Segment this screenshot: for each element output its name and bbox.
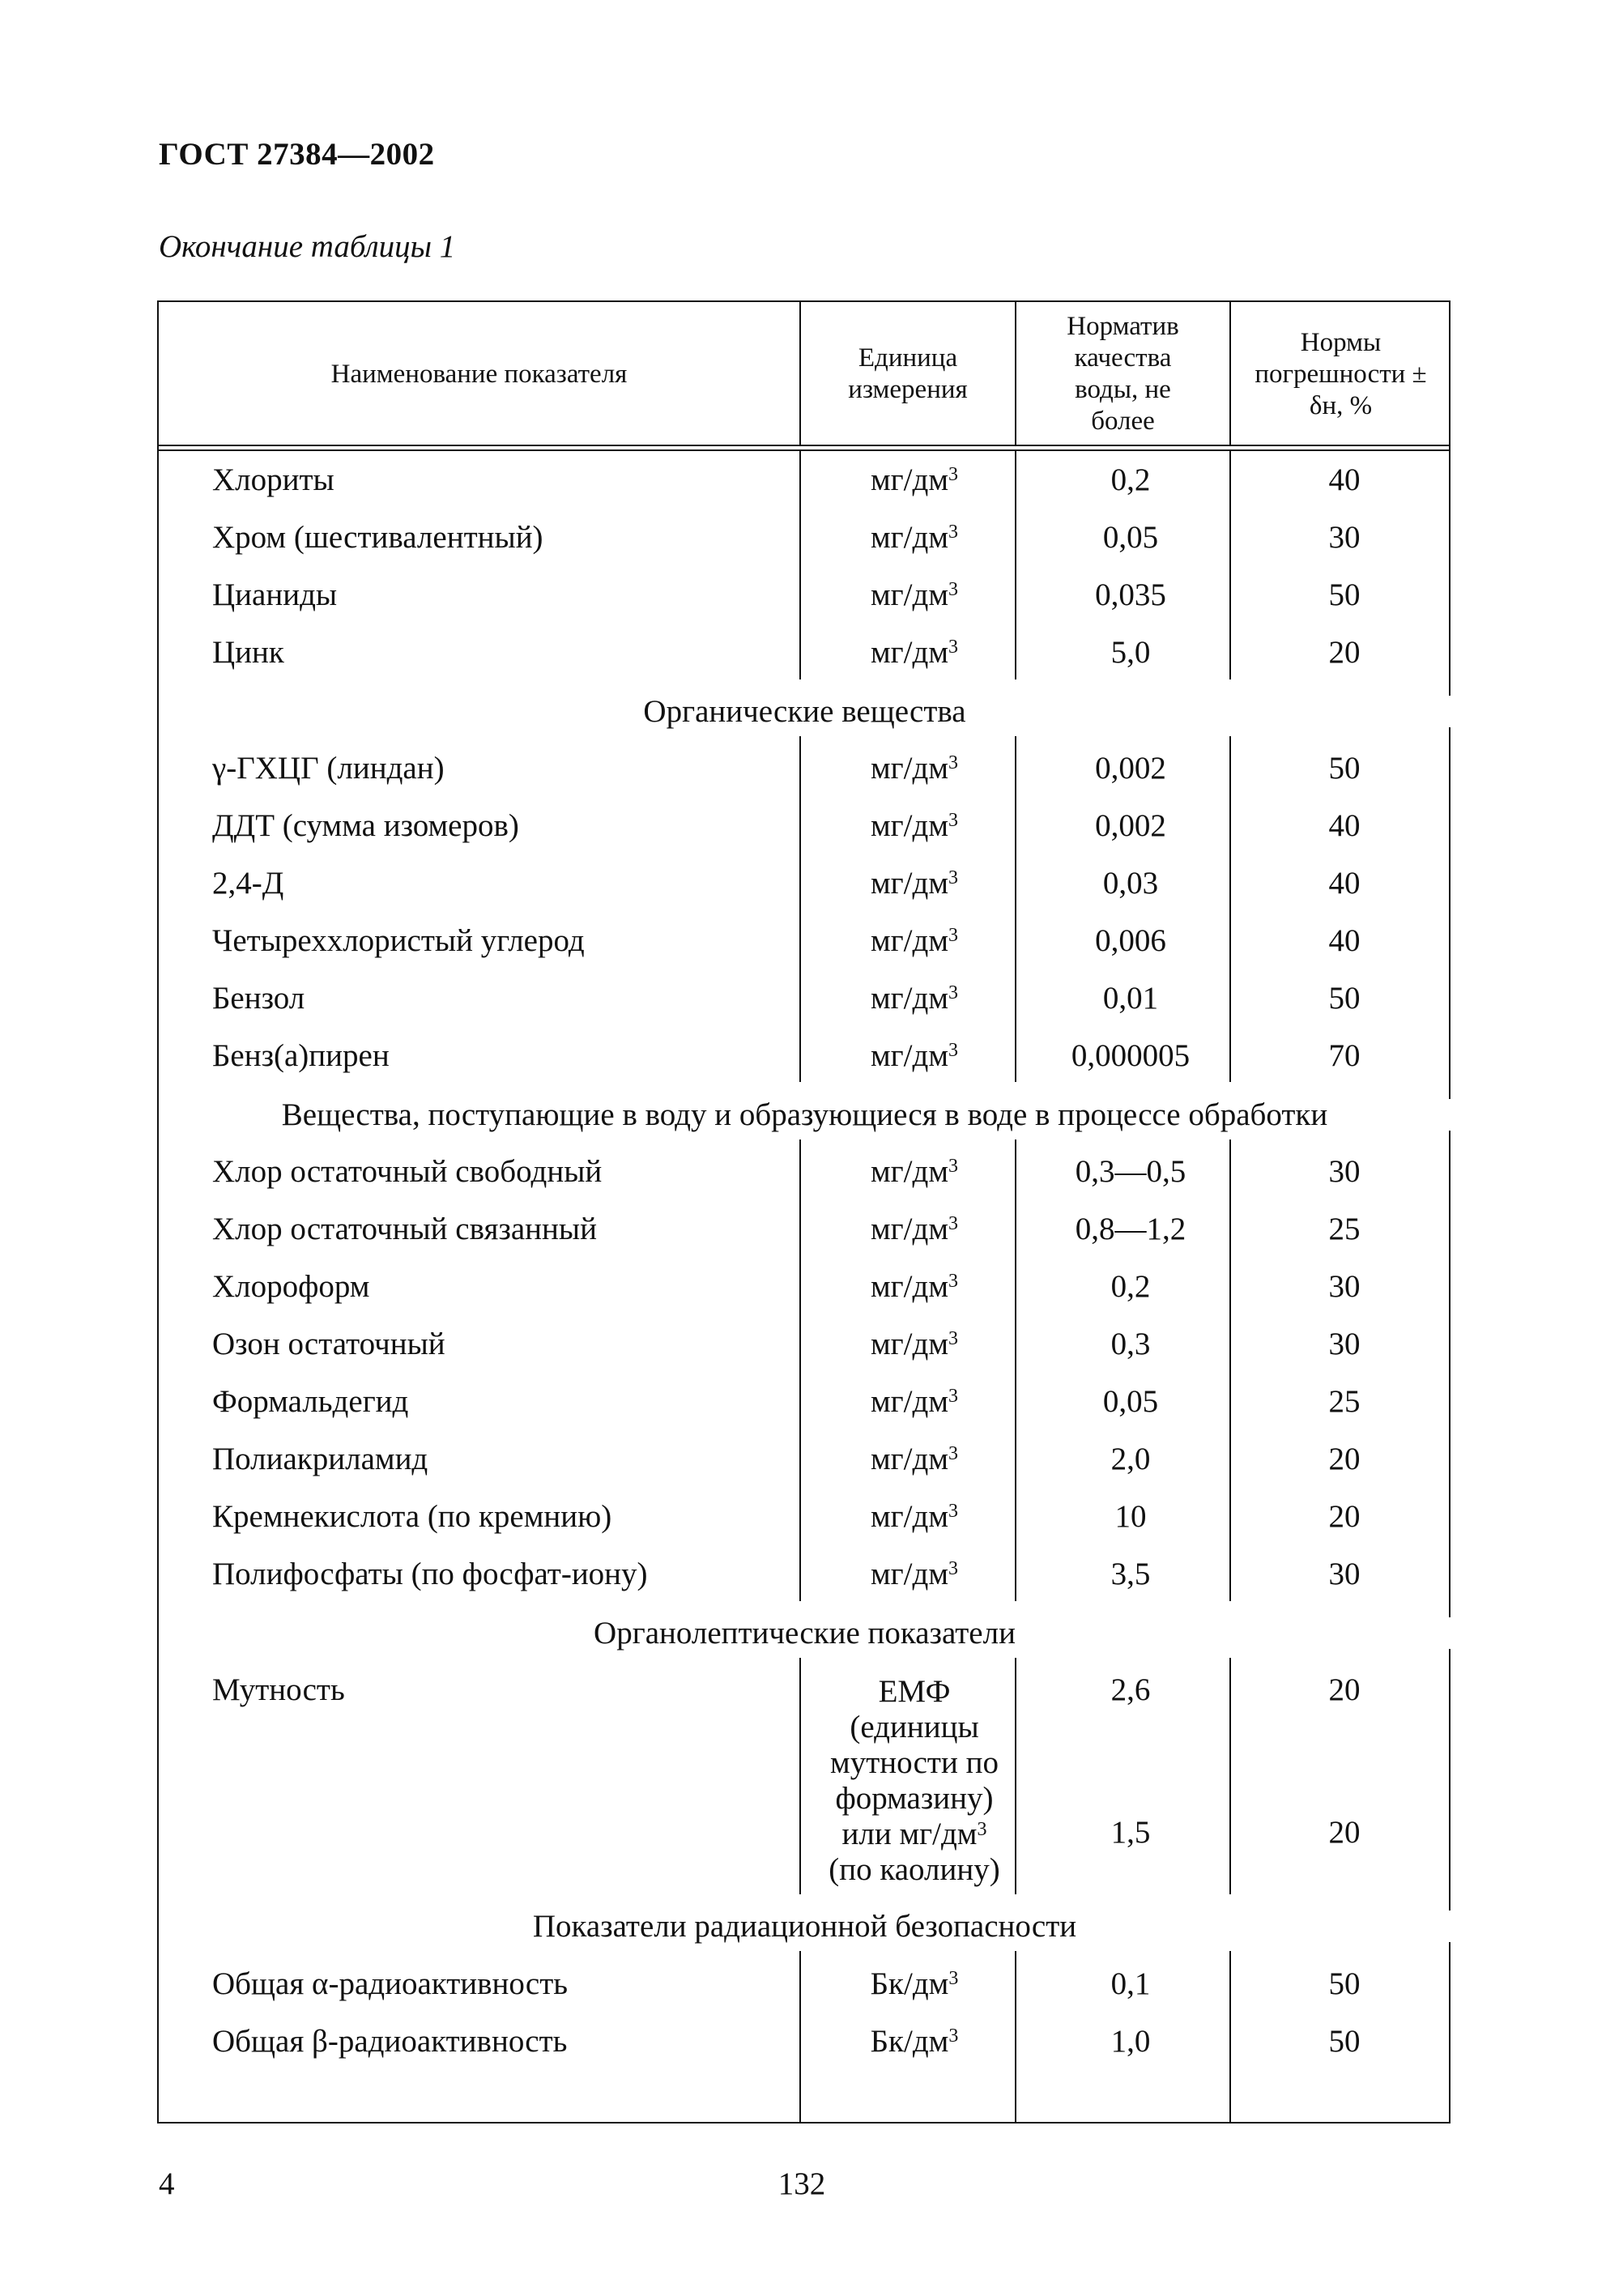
table-row xyxy=(0,1040,1606,1097)
cell-tolerance: 40 xyxy=(1328,866,1361,901)
cell-name: Бензол xyxy=(212,981,305,1016)
cell-name: Хром (шестивалентный) xyxy=(212,520,543,555)
cell-unit: $мг/дм^3$ xyxy=(870,866,959,901)
cell-name: Хлор остаточный связанный xyxy=(212,1212,597,1246)
cell-name: Кремнекислота (по кремнию) xyxy=(212,1499,612,1534)
cell-tolerance: 50 xyxy=(1328,1966,1361,2001)
cell-name: ДДТ (сумма изомеров) xyxy=(212,808,519,843)
cell-name: 2,4-Д xyxy=(212,866,284,901)
cell-tolerance: 30 xyxy=(1328,520,1361,555)
cell-unit: $мг/дм^3$ xyxy=(870,751,959,786)
cell-unit: $мг/дм^3$ xyxy=(870,923,959,958)
table-caption: Окончание таблицы 1 xyxy=(159,229,456,264)
cell-unit: $мг/дм^3$ xyxy=(870,808,959,843)
cell-tolerance: 40 xyxy=(1328,923,1361,958)
cell-unit: $мг/дм^3$ xyxy=(870,1499,959,1534)
cell-tolerance: 25 xyxy=(1328,1384,1361,1419)
table-row xyxy=(0,464,1606,522)
cell-norm: 0,035 xyxy=(1095,577,1166,612)
cell-unit: $мг/дм^3$ xyxy=(870,1557,959,1591)
cell-name: Четыреххлористый углерод xyxy=(212,923,585,958)
cell-unit: $мг/дм^3$ xyxy=(870,1442,959,1476)
cell-tolerance: 30 xyxy=(1328,1327,1361,1361)
header-tolerance: Нормы погрешности ± δн, % xyxy=(1255,327,1427,420)
cell-unit: $мг/дм^3$ xyxy=(870,577,959,612)
cell-tolerance: 50 xyxy=(1328,751,1361,786)
unit-line: или $мг/дм^3$ xyxy=(841,1817,987,1851)
cell-norm: 0,3—0,5 xyxy=(1075,1154,1186,1189)
cell-tolerance: 25 xyxy=(1328,1212,1361,1246)
cell-norm: 1,5 xyxy=(1110,1815,1151,1850)
cell-norm: 3,5 xyxy=(1110,1557,1151,1591)
unit-line: ЕМФ xyxy=(878,1674,951,1709)
page-number: 132 xyxy=(777,2166,826,2201)
cell-tolerance: 20 xyxy=(1328,1815,1361,1850)
cell-tolerance: 50 xyxy=(1328,2024,1361,2059)
cell-name: Хлориты xyxy=(212,462,334,497)
section-title: Показатели радиационной безопасности xyxy=(159,1910,1451,1942)
cell-norm: 0,8—1,2 xyxy=(1075,1212,1186,1246)
cell-norm: 2,6 xyxy=(1110,1672,1151,1707)
cell-name: Озон остаточный xyxy=(212,1327,445,1361)
cell-tolerance: 20 xyxy=(1328,1499,1361,1534)
table-row xyxy=(0,1968,1606,2026)
cell-norm: 5,0 xyxy=(1110,635,1151,670)
cell-name: Формальдегид xyxy=(212,1384,409,1419)
cell-unit: $мг/дм^3$ xyxy=(870,1384,959,1419)
header-unit: Единица измерения xyxy=(848,343,968,404)
cell-tolerance: 30 xyxy=(1328,1154,1361,1189)
cell-name: Общая β-радиоактивность xyxy=(212,2024,568,2059)
cell-name: Мутность xyxy=(212,1672,345,1707)
cell-norm: 0,002 xyxy=(1095,751,1166,786)
section-title: Органические вещества xyxy=(159,696,1451,727)
table-row xyxy=(0,1213,1606,1271)
cell-name: Хлороформ xyxy=(212,1269,370,1304)
cell-tolerance: 40 xyxy=(1328,808,1361,843)
header-name: Наименование показателя xyxy=(330,359,628,389)
cell-name: γ-ГХЦГ (линдан) xyxy=(212,751,445,786)
table-row xyxy=(0,982,1606,1040)
cell-unit: $мг/дм^3$ xyxy=(870,1327,959,1361)
table-row xyxy=(0,1674,1606,1894)
cell-unit: $Бк/дм^3$ xyxy=(870,1966,959,2001)
table-row xyxy=(0,867,1606,925)
cell-name: Цинк xyxy=(212,635,284,670)
header-norm: Норматив качества воды, не более xyxy=(1067,312,1179,436)
table-row xyxy=(0,810,1606,867)
cell-tolerance: 20 xyxy=(1328,1672,1361,1707)
cell-norm: 0,1 xyxy=(1110,1966,1151,2001)
cell-name: Полифосфаты (по фосфат-иону) xyxy=(212,1557,648,1591)
table-row xyxy=(0,1328,1606,1386)
document-title: ГОСТ 27384—2002 xyxy=(159,137,435,172)
cell-unit: $мг/дм^3$ xyxy=(870,981,959,1016)
cell-norm: 0,05 xyxy=(1102,520,1159,555)
table-row xyxy=(0,752,1606,810)
cell-tolerance: 50 xyxy=(1328,577,1361,612)
table-row xyxy=(0,1501,1606,1558)
table-row xyxy=(0,1558,1606,1616)
table-row xyxy=(0,925,1606,982)
cell-norm: 0,002 xyxy=(1095,808,1166,843)
cell-tolerance: 20 xyxy=(1328,635,1361,670)
cell-unit: $мг/дм^3$ xyxy=(870,1038,959,1073)
cell-norm: 1,0 xyxy=(1110,2024,1151,2059)
table-row xyxy=(0,1443,1606,1501)
unit-line: (по каолину) xyxy=(829,1852,1000,1887)
cell-tolerance: 20 xyxy=(1328,1442,1361,1476)
table-row xyxy=(0,1156,1606,1213)
unit-line: формазину) xyxy=(835,1781,994,1816)
cell-norm: 0,03 xyxy=(1102,866,1159,901)
table-row xyxy=(0,2026,1606,2083)
cell-tolerance: 50 xyxy=(1328,981,1361,1016)
cell-tolerance: 30 xyxy=(1328,1269,1361,1304)
cell-unit: $Бк/дм^3$ xyxy=(870,2024,959,2059)
cell-norm: 0,2 xyxy=(1110,1269,1151,1304)
cell-norm: 0,000005 xyxy=(1071,1038,1191,1073)
cell-unit: $мг/дм^3$ xyxy=(870,520,959,555)
cell-name: Бенз(а)пирен xyxy=(212,1038,390,1073)
table-row xyxy=(0,637,1606,694)
cell-norm: 0,2 xyxy=(1110,462,1151,497)
cell-name: Полиакриламид xyxy=(212,1442,428,1476)
cell-tolerance: 30 xyxy=(1328,1557,1361,1591)
header-rule xyxy=(157,449,1451,451)
cell-name: Хлор остаточный свободный xyxy=(212,1154,603,1189)
cell-unit: $мг/дм^3$ xyxy=(870,635,959,670)
cell-norm: 10 xyxy=(1114,1499,1147,1534)
footer-left-number: 4 xyxy=(159,2166,175,2201)
table-row xyxy=(0,1271,1606,1328)
section-title: Органолептические показатели xyxy=(159,1617,1451,1649)
cell-tolerance: 70 xyxy=(1328,1038,1361,1073)
cell-norm: 0,01 xyxy=(1102,981,1159,1016)
cell-norm: 0,05 xyxy=(1102,1384,1159,1419)
unit-line: мутности по xyxy=(830,1745,999,1780)
cell-unit: $мг/дм^3$ xyxy=(870,1269,959,1304)
cell-norm: 0,3 xyxy=(1110,1327,1151,1361)
section-title: Вещества, поступающие в воду и образующиеся в воде в процессе обработки xyxy=(159,1099,1451,1131)
cell-norm: 2,0 xyxy=(1110,1442,1151,1476)
cell-unit: $мг/дм^3$ xyxy=(870,462,959,497)
cell-norm: 0,006 xyxy=(1095,923,1166,958)
cell-tolerance: 40 xyxy=(1328,462,1361,497)
table-row xyxy=(0,522,1606,579)
cell-name: Общая α-радиоактивность xyxy=(212,1966,569,2001)
cell-unit: $мг/дм^3$ xyxy=(870,1212,959,1246)
table-row xyxy=(0,579,1606,637)
cell-unit: $мг/дм^3$ xyxy=(870,1154,959,1189)
unit-line: (единицы xyxy=(850,1710,979,1744)
cell-unit-multiline xyxy=(806,1674,1023,1888)
table-row xyxy=(0,1386,1606,1443)
cell-name: Цианиды xyxy=(212,577,338,612)
